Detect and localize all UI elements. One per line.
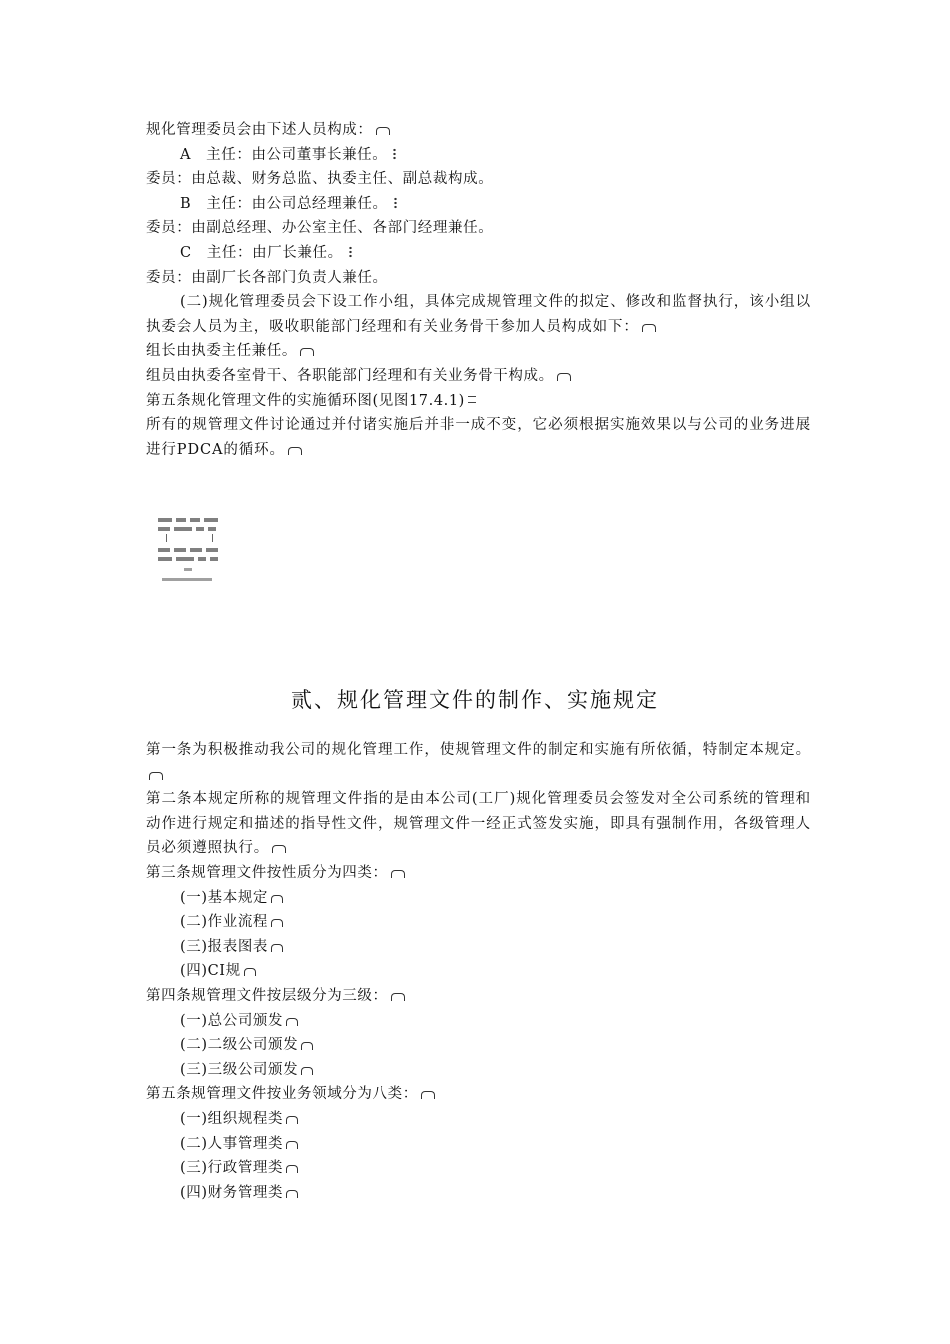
paragraph-mark-icon (557, 373, 571, 381)
text: (一)基本规定 (180, 889, 269, 906)
paragraph (146, 413, 811, 462)
paragraph (146, 984, 811, 1009)
text: 第五条规管理文件按业务领域分为八类： (146, 1086, 418, 1103)
text: 组长由执委主任兼任。 (146, 343, 297, 360)
figure-caption (162, 578, 212, 581)
figure-glyph (158, 548, 170, 552)
paragraph-mark-icon (376, 127, 390, 135)
text: 组员由执委各室骨干、各职能部门经理和有关业务骨干构成。 (146, 367, 554, 384)
paragraph (146, 787, 811, 861)
line-break-icon (393, 148, 396, 160)
text: (四)财务管理类 (180, 1184, 284, 1201)
text: 委员：由副总经理、办公室主任、各部门经理兼任。 (146, 220, 494, 237)
paragraph (146, 216, 811, 241)
line-break-icon (349, 246, 352, 258)
paragraph-mark-icon (271, 944, 283, 952)
paragraph-mark-icon (391, 870, 405, 878)
figure-glyph (176, 557, 194, 561)
pdca-cycle-figure (152, 512, 228, 592)
paragraph (146, 364, 811, 389)
paragraph-mark-icon (149, 772, 163, 780)
paragraph (146, 143, 811, 168)
figure-glyph (158, 518, 172, 522)
text: 第四条规管理文件按层级分为三级： (146, 987, 388, 1004)
paragraph (146, 118, 811, 143)
figure-glyph (204, 518, 218, 522)
figure-glyph (174, 527, 192, 531)
list-item (146, 1058, 811, 1083)
text: C 主任：由厂长兼任。 (180, 244, 343, 261)
list-item (146, 1156, 811, 1181)
text: 规化管理委员会由下述人员构成： (146, 122, 373, 138)
figure-glyph (210, 557, 218, 561)
text: (一)组织规程类 (180, 1110, 284, 1127)
list-item (146, 1009, 811, 1034)
text: (四)CI规 (180, 963, 241, 980)
paragraph-mark-icon (286, 1116, 298, 1124)
text: (一)总公司颁发 (180, 1012, 284, 1029)
list-item (146, 1181, 811, 1206)
text: 第一条为积极推动我公司的规化管理工作，使规管理文件的制定和实施有所依循，特制定本规定。 (146, 742, 811, 758)
list-item (146, 886, 811, 911)
paragraph-mark-icon (300, 348, 314, 356)
figure-glyph (190, 548, 202, 552)
line-break-icon (394, 197, 397, 209)
text: B 主任：由公司总经理兼任。 (180, 195, 388, 212)
section-2 (146, 738, 811, 1205)
figure-glyph (158, 527, 170, 531)
text: 第三条规管理文件按性质分为四类： (146, 864, 388, 881)
text: (三)报表图表 (180, 938, 269, 955)
list-item (146, 910, 811, 935)
figure-glyph (158, 557, 172, 561)
text: (三)三级公司颁发 (180, 1061, 299, 1078)
figure-glyph (174, 548, 186, 552)
paragraph (146, 861, 811, 886)
text: 所有的规管理文件讨论通过并付诸实施后并非一成不变，它必须根据实施效果以与公司的业务进展进行PDCA的循环。 (146, 417, 811, 458)
paragraph-mark-icon (244, 968, 256, 976)
text: (二)人事管理类 (180, 1135, 284, 1152)
paragraph (146, 339, 811, 364)
figure-glyph (176, 518, 186, 522)
paragraph (146, 389, 811, 414)
text: 第五条规化管理文件的实施循环图(见图17.4.1) (146, 392, 465, 409)
paragraph (146, 192, 811, 217)
paragraph-mark-icon (271, 895, 283, 903)
figure-glyph (206, 548, 218, 552)
text: (三)行政管理类 (180, 1160, 284, 1177)
list-item (146, 1033, 811, 1058)
list-item (146, 1132, 811, 1157)
text: 委员：由副厂长各部门负责人兼任。 (146, 269, 388, 286)
paragraph-mark-icon (288, 447, 302, 455)
text: 委员：由总裁、财务总监、执委主任、副总裁构成。 (146, 171, 494, 188)
paragraph-mark-icon (272, 845, 286, 853)
paragraph-mark-icon (286, 1165, 298, 1173)
section-1 (146, 118, 811, 462)
line-break-icon (468, 396, 476, 403)
paragraph-mark-icon (421, 1091, 435, 1099)
figure-connector (166, 534, 167, 542)
paragraph-mark-icon (286, 1190, 298, 1198)
paragraph-mark-icon (301, 1042, 313, 1050)
list-item (146, 935, 811, 960)
text: (二)作业流程 (180, 914, 269, 931)
figure-glyph (184, 568, 192, 571)
figure-glyph (198, 557, 206, 561)
text: (二)规化管理委员会下设工作小组，具体完成规管理文件的拟定、修改和监督执行，该小组以执委会人员为主，吸收职能部门经理和有关业务骨干参加人员构成如下： (146, 294, 811, 335)
paragraph-mark-icon (271, 919, 283, 927)
figure-glyph (208, 527, 216, 531)
paragraph (146, 167, 811, 192)
paragraph-mark-icon (391, 993, 405, 1001)
section-heading: 贰、规化管理文件的制作、实施规定 (291, 688, 659, 712)
paragraph (146, 290, 811, 339)
paragraph (146, 241, 811, 266)
figure-glyph (196, 527, 204, 531)
figure-glyph (190, 518, 200, 522)
paragraph (146, 738, 811, 787)
list-item (146, 1107, 811, 1132)
text: A 主任：由公司董事长兼任。 (180, 146, 388, 163)
paragraph-mark-icon (301, 1067, 313, 1075)
paragraph-mark-icon (286, 1018, 298, 1026)
text: 第二条本规定所称的规管理文件指的是由本公司(工厂)规化管理委员会签发对全公司系统的管理和动作进行规定和描述的指导性文件，规管理文件一经正式签发实施，即具有强制作用，各级管理人员必须遵照执行。 (146, 791, 811, 857)
list-item (146, 959, 811, 984)
paragraph (146, 266, 811, 291)
figure-connector (212, 534, 213, 542)
paragraph (146, 1082, 811, 1107)
text: (二)二级公司颁发 (180, 1037, 299, 1054)
paragraph-mark-icon (642, 324, 656, 332)
paragraph-mark-icon (286, 1141, 298, 1149)
